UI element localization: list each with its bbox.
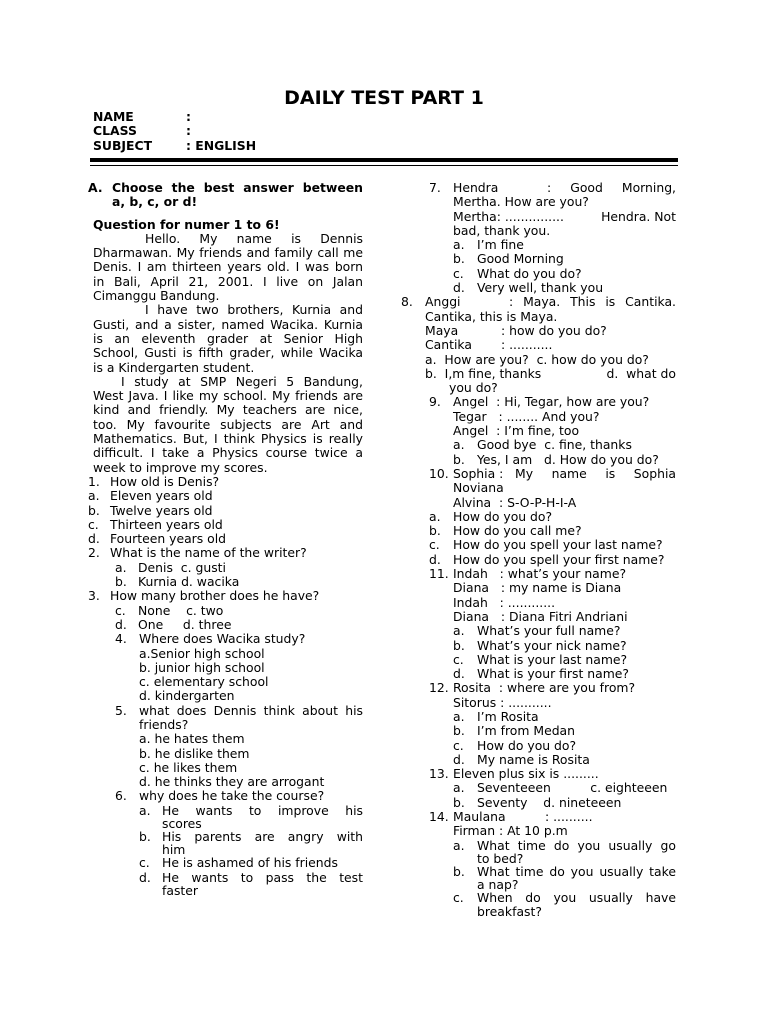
answer-option: a. How do you do? (429, 508, 553, 524)
name-field: NAME : (93, 109, 191, 124)
question-3: 3. How many brother does he have? (88, 588, 320, 604)
answer-option: a. What time do you usually go (453, 837, 676, 853)
passage-paragraph: I have two brothers, Kurnia and Gusti, and a sister, named Wacika. Kurnia is an eleventh grader at Senior High School, Gusti is fifth grader, while Wacika is a Kindergarten student. (93, 302, 363, 375)
answer-option: a. Good bye c. fine, thanks (453, 437, 632, 453)
answer-option: a.Senior high school (139, 645, 265, 661)
question-1: 1. How old is Denis? (88, 473, 220, 489)
header-divider-thin (90, 165, 678, 166)
page-title: DAILY TEST PART 1 (284, 87, 484, 109)
question-11: 11. Indah : what’s your name? (429, 566, 627, 582)
question-8: 8. Anggi : Maya. This is Cantika. (401, 294, 676, 310)
question-2: 2. What is the name of the writer? (88, 545, 307, 561)
answer-option: a. How are you? c. how do you do? (425, 351, 649, 367)
answer-option: c. How do you do? (453, 737, 577, 753)
answer-option: a. he hates them (139, 731, 245, 747)
answer-option: d. Very well, thank you (453, 280, 604, 296)
answer-option: d. kindergarten (139, 688, 235, 704)
question-4: 4. Where does Wacika study? (115, 631, 306, 647)
student-info (93, 110, 256, 153)
answer-option: c. None c. two (115, 602, 224, 618)
answer-option: b. Yes, I am d. How do you do? (453, 451, 659, 467)
answer-option: a. He wants to improve his (139, 802, 363, 818)
answer-option: c. When do you usually have (453, 890, 676, 906)
answer-option: b. I’m from Medan (453, 723, 575, 739)
question-12: 12. Rosita : where are you from? (429, 680, 636, 696)
question-9: 9. Angel : Hi, Tegar, how are you? (429, 394, 650, 410)
answer-option: d. Fourteen years old (88, 531, 227, 547)
answer-option: c. What is your last name? (453, 651, 628, 667)
answer-option: a. Eleven years old (88, 488, 213, 504)
question-heading: Question for numer 1 to 6! (93, 216, 280, 232)
passage-paragraph: Hello. My name is Dennis Dharmawan. My friends and family call me Denis. I am thirteen years old. I was born in Bali, April 21, 2001. I live on Jalan Cimanggu Bandung. (93, 230, 363, 304)
question-13: 13. Eleven plus six is ......... (429, 766, 599, 782)
answer-option: d. My name is Rosita (453, 751, 590, 767)
answer-option: b. Twelve years old (88, 502, 213, 518)
answer-option: b. junior high school (139, 659, 265, 675)
subject-field: SUBJECT : ENGLISH (93, 137, 257, 153)
answer-option: d. One d. three (115, 616, 232, 632)
answer-option: b. I,m fine, thanks d. what do (425, 365, 676, 381)
class-field: CLASS : (93, 123, 191, 139)
answer-option: a. I’m Rosita (453, 708, 539, 724)
answer-option: a. Seventeeen c. eighteeen (453, 780, 668, 796)
passage-paragraph: I study at SMP Negeri 5 Bandung, West Java. I like my school. My friends are kind and friendly. My teachers are nice, too. My favourite subjects are Art and Mathematics. But, I think Physics is really difficult. I take a Physics course twice a week to improve my scores. (93, 373, 363, 475)
answer-option: c. He is ashamed of his friends (139, 855, 338, 871)
answer-option: a. What’s your full name? (453, 623, 621, 639)
answer-option: c. Thirteen years old (88, 516, 223, 532)
answer-option: c. How do you spell your last name? (429, 537, 663, 553)
answer-option: b. What time do you usually take (453, 863, 676, 879)
question-14: 14. Maulana : .......... (429, 809, 593, 825)
answer-option: d. He wants to pass the test (139, 869, 363, 885)
answer-option: a. I’m fine (453, 237, 524, 253)
answer-option: c. What do you do? (453, 265, 582, 281)
answer-option: b. His parents are angry with (139, 829, 363, 845)
question-7: 7. Hendra : Good Morning, (429, 180, 676, 195)
answer-option: a. Denis c. gusti (115, 559, 226, 575)
right-column: 7. Hendra : Good Morning, Mertha. How are you? Mertha: ............... Hendra. Not bad, thank you. a. I’m fine b. Good Morning c. What do you do? d. Very well, thank you 8. Anggi : Maya. This is Cantika. Cantika, this is Maya. Maya : how do you do? Cantika : ........... a. How are you? c. how do you do? b. I,m fine, thanks d. what do you do? 9. Angel : Hi, Tegar, how are you? Tegar : ........ And you? Angel : I’m fine, too a. Good bye c. fine, thanks b. Yes, I am d. How do you do? 10. Sophia : My name is Sophia Noviana Alvina : S-O-P-H-I-A a. How do you do? b. How do you call me? c. How do you spell your last name? d. How do you spell your first name? 11. Indah : what’s your name? Diana : my name is Diana Indah : ............ Diana : Diana Fitri Andriani a. What’s your full name? b. What’s your nick name? c. What is your last name? d. What is your first name? 12. Rosita : where are you from? Sitorus : ........... a. I’m Rosita b. I’m from Medan c. How do you do? d. My name is Rosita 13. Eleven plus six is ......... a. Seventeeen c. eighteeen b. Seventy d. nineteeen 14. Maulana : .......... Firman : At 10 p.m a. What time do you usually go to bed? b. What time do you usually take a nap? c. When do you usually have breakfast? (401, 180, 676, 919)
header-divider (90, 158, 678, 162)
answer-option: d. How do you spell your first name? (429, 551, 665, 567)
answer-option: b. Good Morning (453, 251, 564, 267)
answer-option: b. How do you call me? (429, 523, 582, 539)
question-10: 10. Sophia : My name is Sophia (429, 465, 676, 481)
answer-option: b. he dislike them (139, 745, 250, 761)
answer-option: b. What’s your nick name? (453, 637, 627, 653)
section-instruction: A. Choose the best answer between (88, 180, 363, 195)
answer-option: d. he thinks they are arrogant (139, 774, 325, 790)
left-column: A. Choose the best answer between a, b, c, or d! Question for numer 1 to 6! Hello. My name is Dennis Dharmawan. My friends and family call me Denis. I am thirteen years old. I was born in Bali, April 21, 2001. I live on Jalan Cimanggu Bandung. I have two brothers, Kurnia and Gusti, and a sister, named Wacika. Kurnia is an eleventh grader at Senior High School, Gusti is fifth grader, while Wacika is a Kindergarten student. I study at SMP Negeri 5 Bandung, West Java. I like my school. My friends are kind and friendly. My teachers are nice, too. My favourite subjects are Art and Mathematics. But, I think Physics is really difficult. I take a Physics course twice a week to improve my scores. 1. How old is Denis? a. Eleven years old b. Twelve years old c. Thirteen years old d. Fourteen years old 2. What is the name of the writer? a. Denis c. gusti b. Kurnia d. wacika 3. How many brother does he have? c. None c. two d. One d. three 4. Where does Wacika study? a.Senior high school b. junior high school c. elementary school d. kindergarten 5. what does Dennis think about his friends? a. he hates them b. he dislike them c. he likes them d. he thinks they are arrogant 6. why does he take the course? a. He wants to improve his scores b. His parents are angry with him c. He is ashamed of his friends d. He wants to pass the test faster (88, 180, 363, 898)
answer-option: c. he likes them (139, 759, 238, 775)
question-5: 5. what does Dennis think about his (115, 702, 363, 718)
answer-option: d. What is your first name? (453, 666, 629, 682)
answer-option: b. Kurnia d. wacika (115, 574, 240, 590)
question-6: 6. why does he take the course? (115, 788, 325, 804)
answer-option: c. elementary school (139, 674, 269, 690)
answer-option: b. Seventy d. nineteeen (453, 794, 622, 810)
